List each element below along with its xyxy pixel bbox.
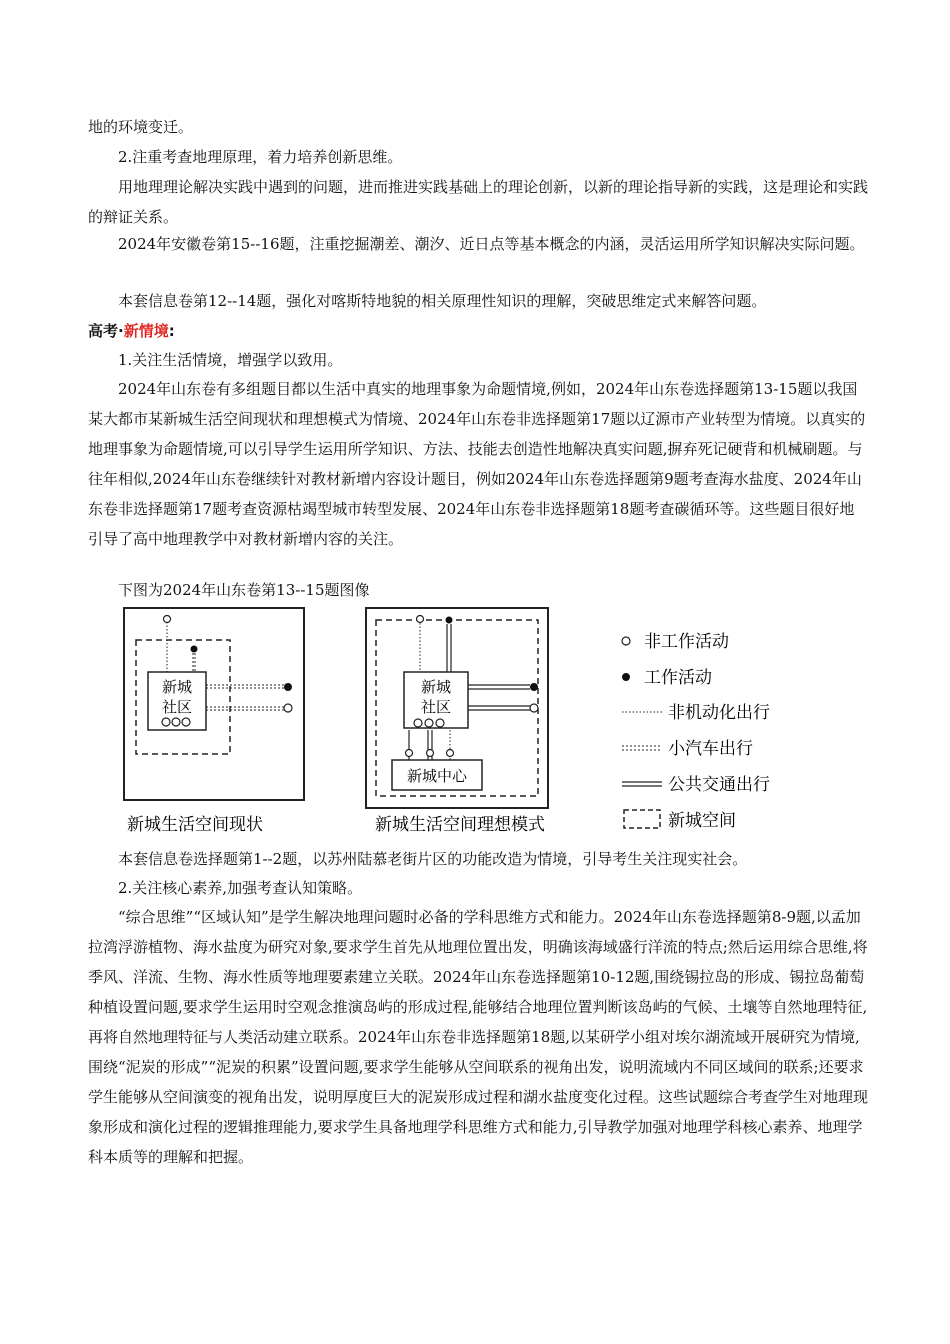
community-label-2: 社区 (420, 698, 452, 716)
section-highlight: 新情境 (123, 322, 169, 340)
non-work-activity (284, 704, 292, 712)
section-prefix: 高考 (88, 322, 119, 340)
legend-non-work-symbol (622, 637, 630, 645)
new-city-center-label: 新城中心 (406, 767, 468, 785)
non-work-activity (164, 616, 171, 623)
paragraph: 本套信息卷第12--14题，强化对喀斯特地貌的相关原理性知识的理解，突破思维定式来解答问题。 (118, 292, 767, 310)
community-label-1: 新城 (161, 678, 193, 696)
non-work-activity (162, 718, 170, 726)
paragraph: “综合思维”“区域认知”是学生解决地理问题时必备的学科思维方式和能力。2024年山东卷选择题第8-9题,以孟加拉湾浮游植物、海水盐度为研究对象,要求学生首先从地理位置出发，明确该海域盛行洋流的特点;然后运用综合思维,将季风、洋流、生物、海水性质等地理要素建立关联。2024年山东卷选择题第10-12题,围绕锡拉岛的形成、锡拉岛葡萄种植设置问题,要求学生运用时空观念推演岛屿的形成过程,能够结合地理位置判断该岛屿的气候、土壤等自然地理特征,再将自然地理特征与人类活动建立联系。2024年山东卷非选择题第18题,以某研学小组对埃尔湖流域开展研究为情境,围绕“泥炭的形成”“泥炭的积累”设置问题,要求学生能够从空间联系的视角出发，说明流域内不同区域间的联系;还要求学生能够从空间演变的视角出发，说明厚度巨大的泥炭形成过程和湖水盐度变化过程。这些试题综合考查学生对地理现象形成和演化过程的逻辑推理能力,要求学生具备地理学科思维方式和能力,引导教学加强对地理学科核心素养、地理学科本质等的理解和把握。 (88, 908, 869, 1166)
legend-new-city-symbol (624, 810, 660, 828)
paragraph: 1.关注生活情境，增强学以致用。 (118, 351, 343, 369)
figure-new-city-living-space (110, 600, 810, 845)
section-colon: : (168, 322, 175, 340)
work-activity (284, 683, 292, 691)
section-heading (88, 316, 868, 346)
legend-transit-label: 公共交通出行 (668, 775, 770, 795)
legend-non-motor-label: 非机动化出行 (668, 703, 770, 723)
non-work-activity (427, 750, 434, 757)
paragraph: 2024年山东卷有多组题目都以生活中真实的地理事象为命题情境,例如，2024年山东卷选择题第13-15题以我国某大都市某新城生活空间现状和理想模式为情境、2024年山东卷非选择题第17题以辽源市产业转型为情境。以真实的地理事象为命题情境,可以引导学生运用所学知识、方法、技能去创造性地解决真实问题,摒弃死记硬背和机械刷题。与往年相似,2024年山东卷继续针对教材新增内容设计题目，例如2024年山东卷选择题第9题考查海水盐度、2024年山东卷非选择题第17题考查资源枯竭型城市转型发展、2024年山东卷非选择题第18题考查碳循环等。这些题目很好地引导了高中地理教学中对教材新增内容的关注。 (88, 380, 866, 548)
non-work-activity (530, 704, 538, 712)
left-caption: 新城生活空间现状 (127, 815, 263, 835)
legend-new-city-label: 新城空间 (668, 811, 736, 831)
non-work-activity (447, 750, 454, 757)
paragraph: 2.关注核心素养,加强考查认知策略。 (118, 879, 363, 897)
non-work-activity (425, 719, 433, 727)
legend-car-label: 小汽车出行 (668, 739, 753, 759)
non-work-activity (182, 718, 190, 726)
non-work-activity (406, 750, 413, 757)
figure-intro: 下图为2024年山东卷第13--15题图像 (118, 581, 370, 599)
work-activity (530, 683, 538, 691)
non-work-activity (436, 719, 444, 727)
legend-work-symbol (622, 673, 630, 681)
work-activity (446, 617, 453, 624)
non-work-activity (172, 718, 180, 726)
non-work-activity (417, 616, 424, 623)
paragraph: 2024年安徽卷第15--16题，注重挖掘潮差、潮汐、近日点等基本概念的内涵，灵活运用所学知识解决实际问题。 (118, 235, 865, 253)
right-caption: 新城生活空间理想模式 (375, 815, 545, 835)
legend-non-work-label: 非工作活动 (644, 632, 729, 652)
paragraph: 本套信息卷选择题第1--2题，以苏州陆慕老街片区的功能改造为情境，引导考生关注现实社会。 (118, 850, 748, 868)
paragraph: 地的环境变迁。 (88, 118, 194, 136)
community-label-1: 新城 (420, 678, 452, 696)
paragraph: 2.注重考查地理原理，着力培养创新思维。 (118, 148, 403, 166)
legend-work-label: 工作活动 (644, 668, 712, 688)
paragraph: 用地理理论解决实践中遇到的问题，进而推进实践基础上的理论创新，以新的理论指导新的实践，这是理论和实践的辩证关系。 (88, 178, 869, 226)
non-work-activity (414, 719, 422, 727)
work-activity (191, 646, 198, 653)
community-label-2: 社区 (161, 698, 193, 716)
section-dot: · (118, 322, 124, 340)
